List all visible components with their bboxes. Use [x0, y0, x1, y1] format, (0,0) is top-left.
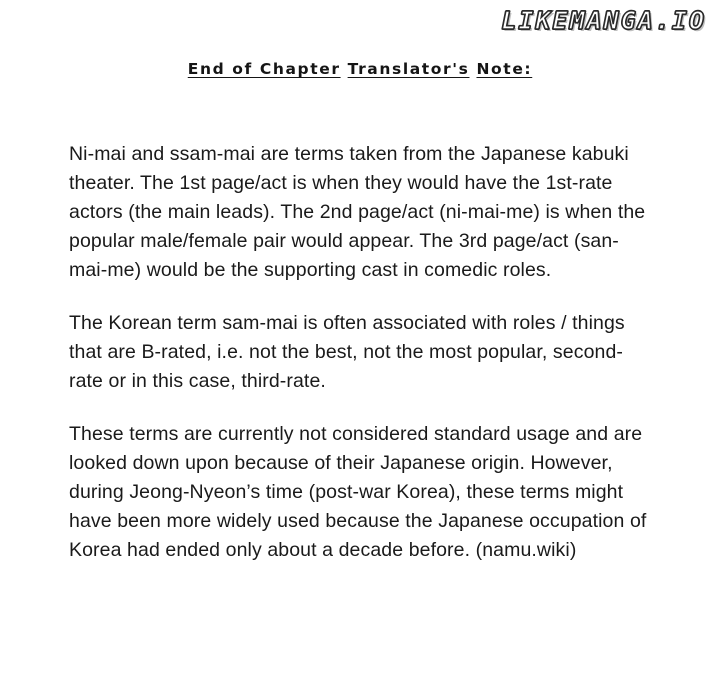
translator-note-body	[69, 140, 655, 565]
note-paragraph: Ni-mai and ssam-mai are terms taken from the Japanese kabuki theater. The 1st page/act is when they would have the 1st-rate actors (the main leads). The 2nd page/act (ni-mai-me) is when the popular male/female pair would appear. The 3rd page/act (san-mai-me) would be the supporting cast in comedic roles.	[69, 143, 646, 281]
note-paragraph: The Korean term sam-mai is often associated with roles / things that are B-rated, i.e. not the best, not the most popular, second-rate or in this case, third-rate.	[69, 312, 625, 392]
page-title-part-1: End of Chapter	[187, 60, 341, 78]
page-title-part-2: Translator's	[347, 60, 470, 78]
site-watermark: LIKEMANGA.IO	[501, 6, 706, 35]
page-title-part-3: Note:	[476, 60, 533, 78]
note-paragraph: These terms are currently not considered standard usage and are looked down upon because of their Japanese origin. However, during Jeong-Nyeon’s time (post-war Korea), these terms might have been more widely used because the Japanese occupation of Korea had ended only about a decade before. (namu.wiki)	[69, 423, 647, 561]
page-title	[0, 60, 720, 78]
